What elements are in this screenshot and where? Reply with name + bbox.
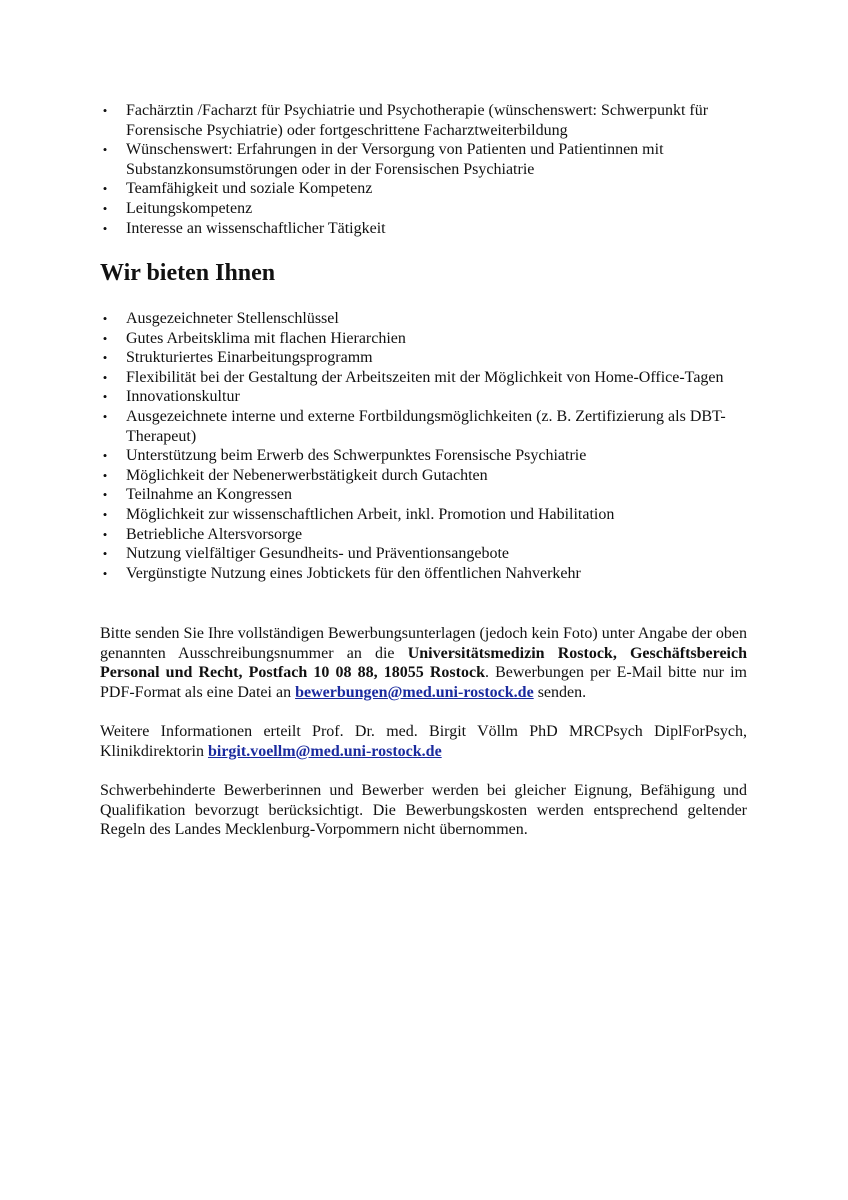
bullet-icon: •	[102, 330, 108, 346]
offer-text: Flexibilität bei der Gestaltung der Arbeitszeiten mit der Möglichkeit von Home-Office-Tagen	[126, 368, 724, 386]
bullet-icon: •	[102, 565, 108, 581]
requirements-list	[100, 101, 750, 238]
bullet-icon: •	[102, 546, 108, 562]
bullet-icon: •	[102, 350, 108, 366]
application-intro: Bitte senden Sie Ihre vollständigen Bewerbungsunterlagen (jedoch kein Foto) unter Angabe der oben genannten Ausschreibungsnummer an die	[100, 625, 747, 662]
application-email-link[interactable]: bewerbungen@med.uni-rostock.de	[295, 683, 534, 701]
disability-notice-paragraph: Schwerbehinderte Bewerberinnen und Bewerber werden bei gleicher Eignung, Befähigung und Qualifikation bevorzugt berücksichtigt. Die Bewerbungskosten werden entsprechend geltender Regeln des Landes Mecklenburg-Vorpommern nicht übernommen.	[100, 782, 747, 839]
bullet-icon: •	[102, 408, 108, 424]
application-middle: . Bewerbungen per E-Mail bitte nur im PDF-Format als eine Datei an	[100, 664, 747, 701]
offer-text: Ausgezeichneter Stellenschlüssel	[126, 310, 339, 327]
list-item	[100, 485, 750, 505]
offer-text: Möglichkeit zur wissenschaftlichen Arbeit, inkl. Promotion und Habilitation	[126, 505, 615, 523]
bullet-icon: •	[102, 103, 108, 118]
requirement-text: Interesse an wissenschaftlicher Tätigkeit	[126, 219, 386, 237]
bullet-icon: •	[102, 506, 108, 522]
requirement-text: Leitungskompetenz	[126, 199, 253, 217]
list-item	[100, 179, 750, 199]
bullet-icon: •	[102, 448, 108, 464]
requirement-text: Fachärztin /Facharzt für Psychiatrie und Psychotherapie (wünschenswert: Schwerpunkt für Forensische Psychiatrie) oder fortgeschrittene Facharztweiterbildung	[126, 102, 709, 139]
offer-text: Unterstützung beim Erwerb des Schwerpunktes Forensische Psychiatrie	[126, 447, 587, 465]
offer-text: Teilnahme an Kongressen	[126, 486, 292, 504]
list-item	[100, 525, 750, 545]
list-item	[100, 309, 750, 329]
bullet-icon: •	[102, 369, 108, 385]
bullet-icon: •	[102, 200, 108, 216]
application-outro: senden.	[533, 683, 587, 701]
list-item	[100, 446, 750, 466]
info-paragraph	[100, 722, 747, 761]
offer-heading: Wir bieten Ihnen	[100, 260, 276, 286]
bullet-icon: •	[102, 142, 108, 158]
offer-text: Möglichkeit der Nebenerwerbstätigkeit durch Gutachten	[126, 466, 488, 484]
list-item	[100, 505, 750, 525]
bullet-icon: •	[102, 220, 108, 236]
offer-text: Betriebliche Altersvorsorge	[126, 525, 303, 543]
offer-text: Ausgezeichnete interne und externe Fortbildungsmöglichkeiten (z. B. Zertifizierung als DBT-Therapeut)	[126, 407, 726, 445]
list-item	[100, 466, 750, 486]
offer-text: Gutes Arbeitsklima mit flachen Hierarchien	[126, 329, 406, 347]
offer-text: Innovationskultur	[126, 388, 240, 406]
list-item	[100, 219, 750, 239]
postal-address: Universitätsmedizin Rostock, Geschäftsbereich Personal und Recht, Postfach 10 08 88, 18055 Rostock	[100, 644, 748, 682]
requirement-text: Wünschenswert: Erfahrungen in der Versorgung von Patienten und Patientinnen mit Substanzkonsumstörungen oder in der Forensischen Psychiatrie	[126, 141, 664, 178]
list-item	[100, 140, 750, 179]
list-item	[100, 407, 750, 446]
offer-text: Nutzung vielfältiger Gesundheits- und Präventionsangebote	[126, 545, 510, 563]
list-item	[100, 101, 750, 140]
bullet-icon: •	[102, 487, 108, 503]
bullet-icon: •	[102, 526, 108, 542]
bullet-icon: •	[102, 311, 108, 326]
list-item	[100, 348, 750, 368]
list-item	[100, 564, 750, 584]
list-item	[100, 199, 750, 219]
bullet-icon: •	[102, 467, 108, 483]
bullet-icon: •	[102, 181, 108, 197]
offers-list	[100, 309, 750, 583]
offer-text: Vergünstigte Nutzung eines Jobtickets für den öffentlichen Nahverkehr	[126, 564, 581, 582]
director-email-link[interactable]: birgit.voellm@med.uni-rostock.de	[207, 742, 442, 760]
info-text: Weitere Informationen erteilt Prof. Dr. med. Birgit Völlm PhD MRCPsych DiplForPsych, Klinikdirektorin	[100, 723, 747, 760]
list-item	[100, 544, 750, 564]
offer-text: Strukturiertes Einarbeitungsprogramm	[126, 349, 373, 367]
list-item	[100, 387, 750, 407]
application-paragraph	[100, 624, 747, 702]
list-item	[100, 368, 750, 388]
bullet-icon: •	[102, 389, 108, 405]
requirement-text: Teamfähigkeit und soziale Kompetenz	[126, 180, 373, 198]
list-item	[100, 329, 750, 349]
